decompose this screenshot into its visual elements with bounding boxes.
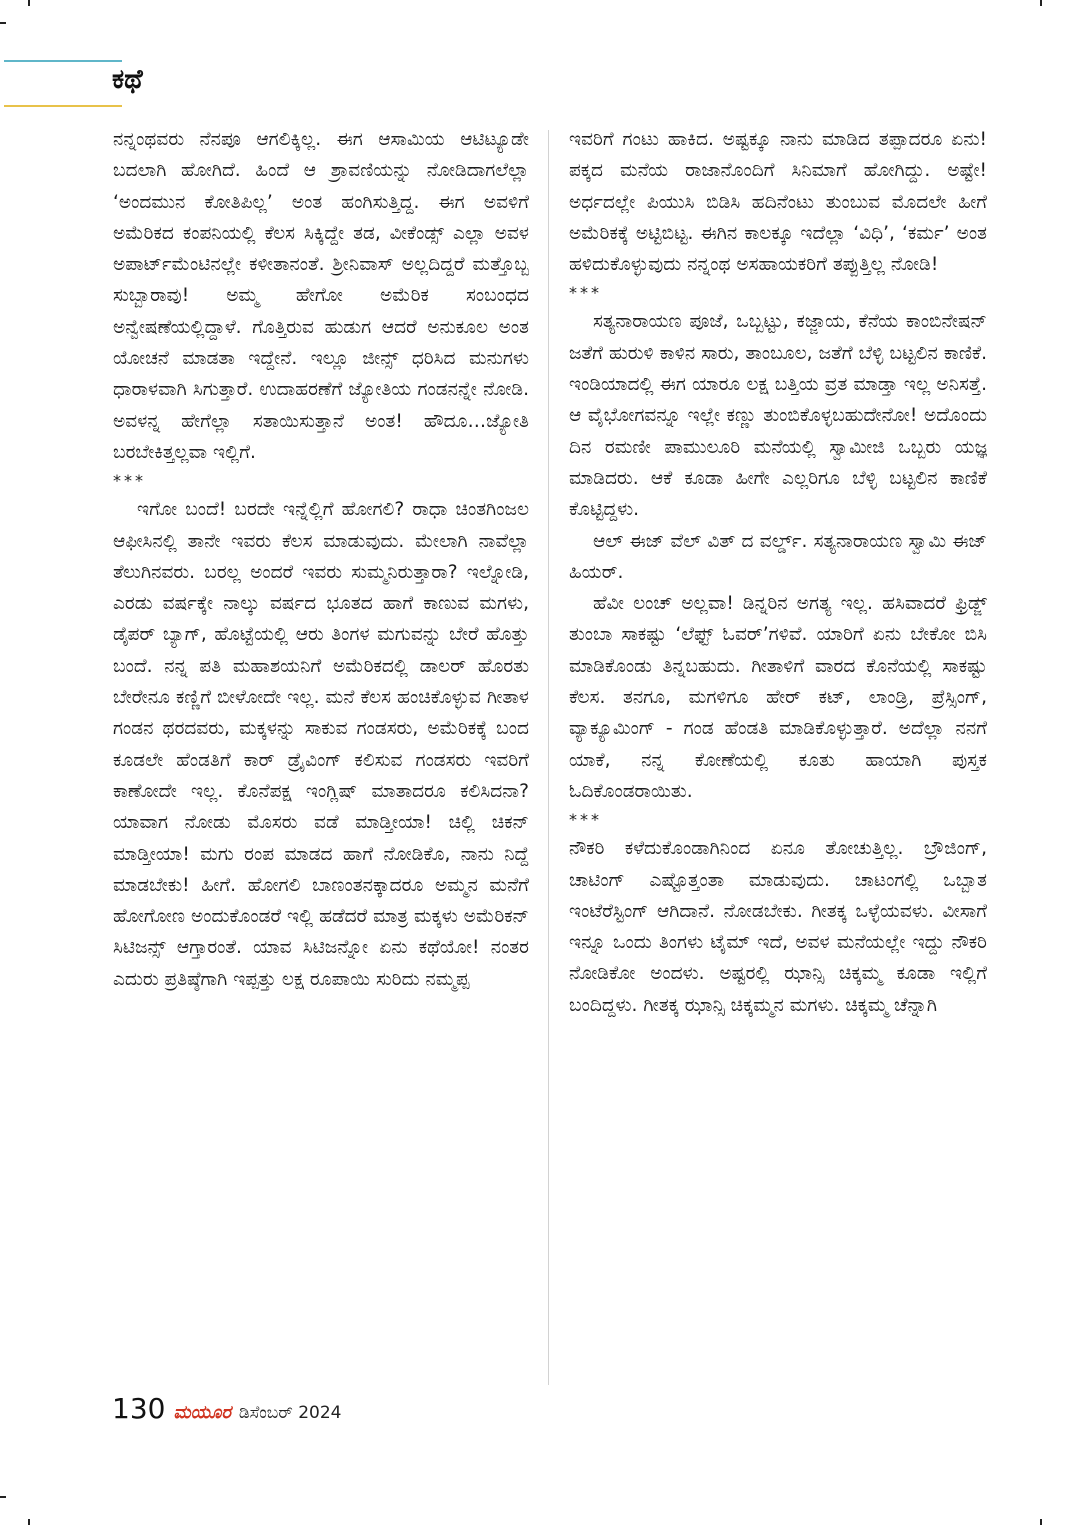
- left-column: [113, 124, 529, 995]
- crop-mark: [28, 0, 30, 6]
- paragraph: ನನ್ನಂಥವರು ನೆನಪೂ ಆಗಲಿಕ್ಕಿಲ್ಲ. ಈಗ ಆಸಾಮಿಯ ಆಟಿಟ್ಯೂಡೇ ಬದಲಾಗಿ ಹೋಗಿದೆ. ಹಿಂದೆ ಆ ಶ್ರಾವಣಿಯನ್ನು ನೋಡಿದಾಗಲೆಲ್ಲಾ ‘ಅಂದಮುನ ಕೋತಿಪಿಲ್ಲ’ ಅಂತ ಹಂಗಿಸುತ್ತಿದ್ದ. ಈಗ ಅವಳಿಗೆ ಅಮೆರಿಕದ ಕಂಪನಿಯಲ್ಲಿ ಕೆಲಸ ಸಿಕ್ಕಿದ್ದೇ ತಡ, ವೀಕೆಂಡ್ಸ್ ಎಲ್ಲಾ ಅವಳ ಅಪಾರ್ಟ್‌ಮೆಂಟಿನಲ್ಲೇ ಕಳೀತಾನಂತೆ. ಶ್ರೀನಿವಾಸ್ ಅಲ್ಲದಿದ್ದರೆ ಮತ್ತೊಬ್ಬ ಸುಬ್ಬಾರಾವು! ಅಮ್ಮ ಹೇಗೋ ಅಮೆರಿಕ ಸಂಬಂಧದ ಅನ್ವೇಷಣೆಯಲ್ಲಿದ್ದಾಳೆ. ಗೊತ್ತಿರುವ ಹುಡುಗ ಆದರೆ ಅನುಕೂಲ ಅಂತ ಯೋಚನೆ ಮಾಡತಾ ಇದ್ದೇನೆ. ಇಲ್ಲೂ ಜೀನ್ಸ್ ಧರಿಸಿದ ಮನುಗಳು ಧಾರಾಳವಾಗಿ ಸಿಗುತ್ತಾರೆ. ಉದಾಹರಣೆಗೆ ಜ್ಯೋತಿಯ ಗಂಡನನ್ನೇ ನೋಡಿ. ಅವಳನ್ನ ಹೇಗೆಲ್ಲಾ ಸತಾಯಿಸುತ್ತಾನೆ ಅಂತ! ಹೌದೂ…ಜ್ಯೋತಿ ಬರಬೇಕಿತ್ತಲ್ಲವಾ ಇಲ್ಲಿಗೆ.: [113, 129, 529, 463]
- crop-mark: [1040, 1519, 1042, 1525]
- paragraph: ನೌಕರಿ ಕಳೆದುಕೊಂಡಾಗಿನಿಂದ ಏನೂ ತೋಚುತ್ತಿಲ್ಲ. ಬ್ರೌಜಿಂಗ್, ಚಾಟಿಂಗ್ ಎಷ್ಟೊತ್ತಂತಾ ಮಾಡುವುದು. ಚಾಟಂಗಲ್ಲಿ ಒಬ್ಬಾತ ಇಂಟೆರೆಸ್ಟಿಂಗ್ ಆಗಿದಾನೆ. ನೋಡಬೇಕು. ಗೀತಕ್ಕ ಒಳ್ಳೆಯವಳು. ವೀಸಾಗೆ ಇನ್ನೂ ಒಂದು ತಿಂಗಳು ಟೈಮ್ ಇದೆ, ಅವಳ ಮನೆಯಲ್ಲೇ ಇದ್ದು ನೌಕರಿ ನೋಡಿಕೋ ಅಂದಳು. ಅಷ್ಟರಲ್ಲಿ ಝಾನ್ಸಿ ಚಿಕ್ಕಮ್ಮ ಕೂಡಾ ಇಲ್ಲಿಗೆ ಬಂದಿದ್ದಳು. ಗೀತಕ್ಕ ಝಾನ್ಸಿ ಚಿಕ್ಕಮ್ಮನ ಮಗಳು. ಚಿಕ್ಕಮ್ಮ ಚೆನ್ನಾಗಿ: [569, 838, 987, 1016]
- section-break: ***: [569, 283, 602, 303]
- page-footer: [112, 1392, 342, 1425]
- section-break: ***: [569, 810, 602, 830]
- page-number: 130: [112, 1392, 166, 1425]
- crop-mark: [0, 22, 6, 24]
- paragraph: ಸತ್ಯನಾರಾಯಣ ಪೂಜೆ, ಒಬ್ಬಟ್ಟು, ಕಜ್ಜಾಯ, ಕೆನೆಯ ಕಾಂಬಿನೇಷನ್ ಜತೆಗೆ ಹುರುಳಿ ಕಾಳಿನ ಸಾರು, ತಾಂಬೂಲ, ಜತೆಗೆ ಬೆಳ್ಳಿ ಬಟ್ಟಲಿನ ಕಾಣಿಕೆ. ಇಂಡಿಯಾದಲ್ಲಿ ಈಗ ಯಾರೂ ಲಕ್ಷ ಬತ್ತಿಯ ವ್ರತ ಮಾಡ್ತಾ ಇಲ್ಲ ಅನಿಸತ್ತೆ. ಆ ವೈಭೋಗವನ್ನೂ ಇಲ್ಲೇ ಕಣ್ಣು ತುಂಬಿಕೊಳ್ಳಬಹುದೇನೋ! ಅದೊಂದು ದಿನ ರಮಣೀ ಪಾಮುಲೂರಿ ಮನೆಯಲ್ಲಿ ಸ್ವಾಮೀಜಿ ಒಬ್ಬರು ಯಜ್ಞ ಮಾಡಿದರು. ಆಕೆ ಕೂಡಾ ಹೀಗೇ ಎಲ್ಲರಿಗೂ ಬೆಳ್ಳಿ ಬಟ್ಟಲಿನ ಕಾಣಿಕೆ ಕೊಟ್ಟಿದ್ದಳು.: [569, 311, 987, 521]
- magazine-logo: ಮಯೂರ: [173, 1402, 231, 1423]
- issue-date: ಡಿಸೆಂಬರ್ 2024: [238, 1403, 342, 1423]
- crop-mark: [28, 1519, 30, 1525]
- paragraph: ಇವರಿಗೆ ಗಂಟು ಹಾಕಿದ. ಅಷ್ಟಕ್ಕೂ ನಾನು ಮಾಡಿದ ತಪ್ಪಾದರೂ ಏನು! ಪಕ್ಕದ ಮನೆಯ ರಾಜಾನೊಂದಿಗೆ ಸಿನಿಮಾಗೆ ಹೋಗಿದ್ದು. ಅಷ್ಟೇ! ಅರ್ಧದಲ್ಲೇ ಪಿಯುಸಿ ಬಿಡಿಸಿ ಹದಿನೆಂಟು ತುಂಬುವ ಮೊದಲೇ ಹೀಗೆ ಅಮೆರಿಕಕ್ಕೆ ಅಟ್ಟಿಬಿಟ್ಟ. ಈಗಿನ ಕಾಲಕ್ಕೂ ಇದೆಲ್ಲಾ ‘ವಿಧಿ’, ‘ಕರ್ಮ’ ಅಂತ ಹಳಿದುಕೊಳ್ಳುವುದು ನನ್ನಂಥ ಅಸಹಾಯಕರಿಗೆ ತಪ್ಪುತ್ತಿಲ್ಲ ನೋಡಿ!: [569, 129, 987, 276]
- section-break: ***: [113, 471, 146, 491]
- crop-mark: [1040, 0, 1042, 6]
- column-divider: [548, 130, 549, 1385]
- paragraph: ಹೆವೀ ಲಂಚ್ ಅಲ್ಲವಾ! ಡಿನ್ನರಿನ ಅಗತ್ಯ ಇಲ್ಲ. ಹಸಿವಾದರೆ ಫ್ರಿಡ್ಜ್ ತುಂಬಾ ಸಾಕಷ್ಟು ‘ಲೆಫ್ಟ್ ಓವರ್’ಗಳಿವೆ. ಯಾರಿಗೆ ಏನು ಬೇಕೋ ಬಿಸಿ ಮಾಡಿಕೊಂಡು ತಿನ್ನಬಹುದು. ಗೀತಾಳಿಗೆ ವಾರದ ಕೊನೆಯಲ್ಲಿ ಸಾಕಷ್ಟು ಕೆಲಸ. ತನಗೂ, ಮಗಳಿಗೂ ಹೇರ್ ಕಟ್, ಲಾಂಡ್ರಿ, ಪ್ರೆಸ್ಸಿಂಗ್, ವ್ಯಾಕ್ಯೂಮಿಂಗ್ - ಗಂಡ ಹೆಂಡತಿ ಮಾಡಿಕೊಳ್ಳುತ್ತಾರೆ. ಅದೆಲ್ಲಾ ನನಗೆ ಯಾಕೆ, ನನ್ನ ಕೋಣೆಯಲ್ಲಿ ಕೂತು ಹಾಯಾಗಿ ಪುಸ್ತಕ ಓದಿಕೊಂಡರಾಯಿತು.: [569, 593, 987, 802]
- paragraph: ಇಗೋ ಬಂದೆ! ಬರದೇ ಇನ್ನೆಲ್ಲಿಗೆ ಹೋಗಲಿ? ರಾಧಾ ಚಿಂತಗಿಂಜಲ ಆಫೀಸಿನಲ್ಲಿ ತಾನೇ ಇವರು ಕೆಲಸ ಮಾಡುವುದು. ಮೇಲಾಗಿ ನಾವೆಲ್ಲಾ ತೆಲುಗಿನವರು. ಬರಲ್ಲ ಅಂದರೆ ಇವರು ಸುಮ್ಮನಿರುತ್ತಾರಾ? ಇಲ್ನೋಡಿ, ಎರಡು ವರ್ಷಕ್ಕೇ ನಾಲ್ಕು ವರ್ಷದ ಭೂತದ ಹಾಗೆ ಕಾಣುವ ಮಗಳು, ಡೈಪರ್ ಬ್ಯಾಗ್, ಹೊಟ್ಟೆಯಲ್ಲಿ ಆರು ತಿಂಗಳ ಮಗುವನ್ನು ಬೇರೆ ಹೊತ್ತು ಬಂದೆ. ನನ್ನ ಪತಿ ಮಹಾಶಯನಿಗೆ ಅಮೆರಿಕದಲ್ಲಿ ಡಾಲರ್ ಹೊರತು ಬೇರೇನೂ ಕಣ್ಣಿಗೆ ಬೀಳೋದೇ ಇಲ್ಲ. ಮನೆ ಕೆಲಸ ಹಂಚಿಕೊಳ್ಳುವ ಗೀತಾಳ ಗಂಡನ ಥರದವರು, ಮಕ್ಕಳನ್ನು ಸಾಕುವ ಗಂಡಸರು, ಅಮೆರಿಕಕ್ಕೆ ಬಂದ ಕೂಡಲೇ ಹೆಂಡತಿಗೆ ಕಾರ್ ಡ್ರೈವಿಂಗ್ ಕಲಿಸುವ ಗಂಡಸರು ಇವರಿಗೆ ಕಾಣೋದೇ ಇಲ್ಲ. ಕೊನೆಪಕ್ಷ ಇಂಗ್ಲಿಷ್ ಮಾತಾದರೂ ಕಲಿಸಿದನಾ? ಯಾವಾಗ ನೋಡು ಮೊಸರು ವಡೆ ಮಾಡ್ತೀಯಾ! ಚಿಲ್ಲಿ ಚಿಕನ್ ಮಾಡ್ತೀಯಾ! ಮಗು ರಂಪ ಮಾಡದ ಹಾಗೆ ನೋಡಿಕೊ, ನಾನು ನಿದ್ದೆ ಮಾಡಬೇಕು! ಹೀಗೆ. ಹೋಗಲಿ ಬಾಣಂತನಕ್ಕಾದರೂ ಅಮ್ಮನ ಮನೆಗೆ ಹೋಗೋಣ ಅಂದುಕೊಂಡರೆ ಇಲ್ಲಿ ಹಡೆದರೆ ಮಾತ್ರ ಮಕ್ಕಳು ಅಮೆರಿಕನ್ ಸಿಟಿಜನ್ಸ್ ಆಗ್ತಾರಂತೆ. ಯಾವ ಸಿಟಿಜನ್ನೋ ಏನು ಕಥೆಯೋ! ನಂತರ ಎದುರು ಪ್ರತಿಷ್ಠೆಗಾಗಿ ಇಪ್ಪತ್ತು ಲಕ್ಷ ರೂಪಾಯಿ ಸುರಿದು ನಮ್ಮಪ್ಪ: [113, 499, 529, 990]
- header-rule-top: [4, 60, 122, 62]
- header-rule-bottom: [4, 105, 122, 107]
- right-column: [569, 124, 987, 1021]
- crop-mark: [0, 1496, 6, 1498]
- paragraph: ಆಲ್ ಈಜ್ ವೆಲ್ ವಿತ್ ದ ವರ್ಲ್ಡ್. ಸತ್ಯನಾರಾಯಣ ಸ್ವಾಮಿ ಈಜ್ ಹಿಯರ್.: [569, 530, 987, 583]
- section-label: ಕಥೆ: [112, 64, 143, 95]
